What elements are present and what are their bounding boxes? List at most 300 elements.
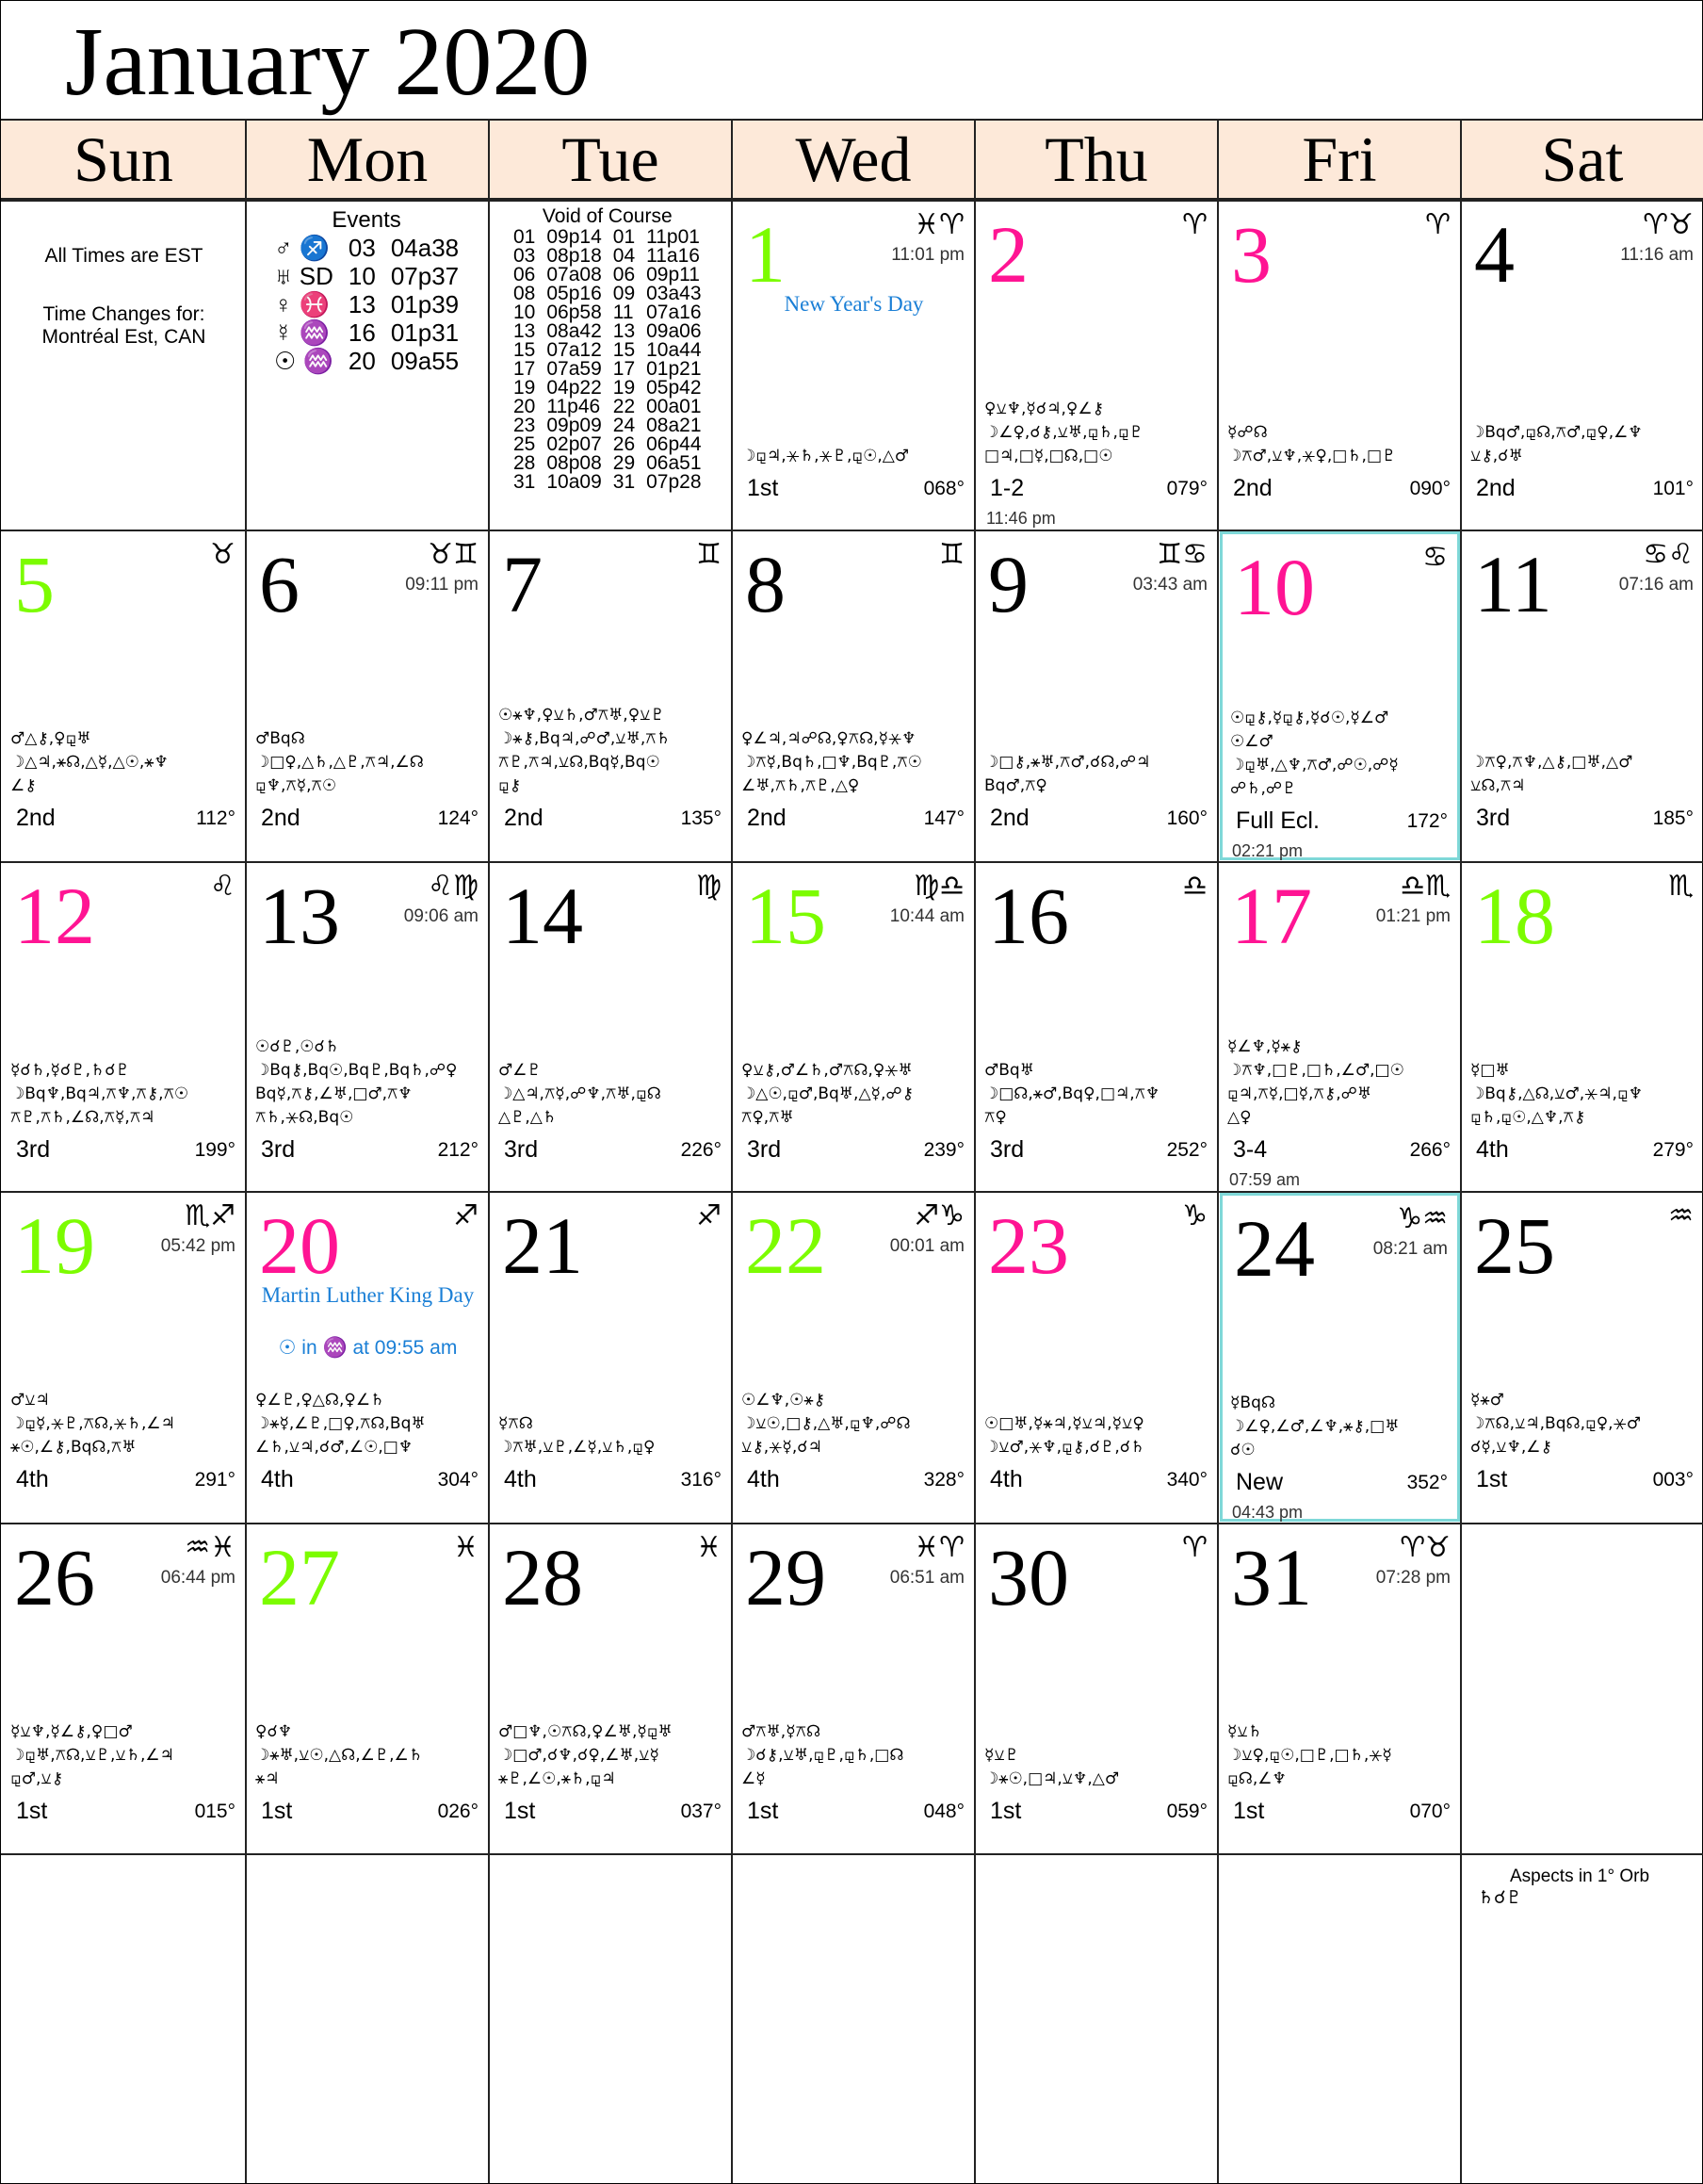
moon-phase: 2nd — [16, 805, 56, 831]
day-cell-31 — [1220, 1524, 1460, 1852]
day-number: 15 — [745, 871, 826, 961]
grid-line — [245, 119, 247, 2183]
event-field: ♂ ♐ — [274, 234, 331, 262]
void-of-course-field: 10 — [513, 302, 536, 323]
zodiac-sign: ♌♍ — [428, 870, 478, 903]
void-of-course-cell — [491, 202, 731, 529]
day-cell-27 — [248, 1524, 488, 1852]
void-of-course-field: 00a01 — [646, 396, 702, 417]
day-number: 16 — [988, 871, 1069, 961]
location-label: Montréal Est, CAN — [41, 326, 206, 348]
void-of-course-field: 15 — [513, 339, 536, 361]
empty-cell — [248, 1855, 488, 2184]
day-number: 11 — [1474, 539, 1552, 629]
aspect-list: ♀⚺♆,☿☌♃,♀∠⚷ ☽∠♀,☌⚷,⚺♅,⚼♄,⚼♇ □♃,□☿,□☊,□☉ — [984, 399, 1143, 465]
void-of-course-field: 03 — [513, 245, 536, 267]
moon-degree: 328° — [923, 1469, 965, 1491]
zodiac-sign: ♏♐ — [185, 1199, 235, 1232]
event-field: 09a55 — [390, 347, 460, 375]
aspect-list: ♂⚺♃ ☽⚼☿,⚹♇,⚻☊,⚹♄,∠♃ ⚹☉,∠⚷,Bq☊,⚻♅ — [10, 1391, 175, 1457]
void-of-course-row — [508, 247, 707, 266]
zodiac-sign: ♓ — [453, 1531, 478, 1564]
moon-phase: 1st — [1476, 1466, 1508, 1492]
aspect-list: ☿☌♄,☿☌♇,♄☌♇ ☽Bq♆,Bq♃,⚻♆,⚻⚷,⚻☉ ⚻♇,⚻♄,∠☊,⚻☿,⚻♃ — [10, 1061, 189, 1127]
moon-phase: 4th — [990, 1466, 1023, 1492]
moon-phase: 1st — [261, 1798, 293, 1824]
day-number: 1 — [745, 209, 786, 300]
aspect-list: ☿⚺♆,☿∠⚷,♀□♂ ☽⚼♅,⚻☊,⚺♇,⚺♄,∠♃ ⚼♂,⚺⚷ — [10, 1722, 174, 1788]
zodiac-sign: ♊♋ — [1157, 538, 1208, 571]
void-of-course-field: 07a12 — [546, 339, 602, 361]
moon-degree: 160° — [1166, 807, 1208, 829]
moon-degree: 068° — [923, 478, 965, 499]
day-number: 24 — [1234, 1203, 1315, 1294]
zodiac-sign: ♉♊ — [428, 538, 478, 571]
weekday-header-sun: Sun — [1, 121, 246, 198]
zodiac-sign: ♋ — [1422, 541, 1448, 574]
void-of-course-field: 26 — [612, 433, 636, 455]
aspect-list: ♀☌♆ ☽⚹♅,⚺☉,△☊,∠♇,∠♄ ⚹♃ — [255, 1722, 423, 1788]
void-of-course-field: 04 — [612, 245, 636, 267]
grid-line — [1460, 119, 1462, 2183]
moon-phase: New — [1236, 1469, 1284, 1495]
void-of-course-row — [508, 285, 707, 303]
void-of-course-field: 28 — [513, 452, 536, 474]
void-of-course-field: 02p07 — [546, 433, 602, 455]
moon-phase: Full Ecl. — [1236, 807, 1320, 834]
day-cell-3 — [1220, 202, 1460, 529]
day-number: 21 — [502, 1200, 583, 1291]
moon-phase: 3rd — [504, 1136, 539, 1163]
grid-line — [1217, 119, 1219, 2183]
void-of-course-field: 19 — [513, 377, 536, 399]
day-cell-28 — [491, 1524, 731, 1852]
aspect-list: ☉⚹♆,♀⚺♄,♂⚻♅,♀⚺♇ ☽⚹⚷,Bq♃,☍♂,⚺♅,⚻♄ ⚻♇,⚻♃,⚺☊,Bq☿,Bq☉ ⚼⚷ — [498, 706, 671, 795]
void-of-course-row — [508, 398, 707, 416]
zodiac-sign: ♈♉ — [1643, 208, 1694, 241]
void-of-course-field: 07a08 — [546, 264, 602, 285]
void-of-course-field: 06a51 — [646, 452, 702, 474]
void-of-course-row — [508, 416, 707, 435]
day-number: 5 — [14, 539, 55, 629]
zodiac-sign: ♈ — [1425, 208, 1451, 241]
day-cell-14 — [491, 863, 731, 1190]
day-number: 19 — [14, 1200, 95, 1291]
sign-ingress-time: 01:21 pm — [1375, 906, 1451, 926]
moon-degree: 352° — [1406, 1472, 1448, 1493]
event-row — [267, 290, 466, 318]
moon-phase: 2nd — [990, 805, 1030, 831]
void-of-course-field: 08p08 — [546, 452, 602, 474]
zodiac-sign: ♐♑ — [914, 1199, 965, 1232]
aspect-list: ☿Bq☊ ☽∠♀,∠♂,∠♆,⚹⚷,□♅ ☌☉ — [1230, 1394, 1400, 1459]
weekday-header-mon: Mon — [246, 121, 489, 198]
void-of-course-field: 05p16 — [546, 283, 602, 304]
void-of-course-field: 31 — [513, 471, 536, 493]
aspect-list: ♂Bq☊ ☽□♀,△♄,△♇,⚻♃,∠☊ ⚼♆,⚻☿,⚻☉ — [255, 729, 424, 795]
moon-phase: 3rd — [747, 1136, 782, 1163]
day-cell-11 — [1463, 531, 1703, 860]
moon-phase: 1st — [990, 1798, 1022, 1824]
sign-ingress-time: 03:43 am — [1132, 575, 1208, 595]
moon-degree: 185° — [1652, 807, 1694, 829]
void-of-course-row — [508, 228, 707, 247]
day-cell-23 — [977, 1193, 1217, 1522]
void-of-course-panel — [508, 205, 707, 492]
moon-phase: 2nd — [1476, 475, 1516, 501]
day-number: 3 — [1231, 209, 1272, 300]
empty-cell — [1220, 1855, 1460, 2184]
moon-degree: 079° — [1166, 478, 1208, 499]
event-field: ♅ SD — [274, 262, 333, 290]
void-of-course-row — [508, 341, 707, 360]
zodiac-sign: ♎♏ — [1400, 870, 1451, 903]
void-of-course-field: 22 — [612, 396, 636, 417]
sign-ingress-time: 11:16 am — [1620, 245, 1694, 265]
day-cell-30 — [977, 1524, 1217, 1852]
aspect-list: ♀⚺⚷,♂∠♄,♂⚻☊,♀⚹♅ ☽△☉,⚼♂,Bq♅,△☿,☍⚷ ⚻♀,⚻♅ — [741, 1061, 915, 1127]
void-of-course-field: 07a59 — [546, 358, 602, 380]
holiday-label: Martin Luther King Day — [261, 1283, 475, 1307]
day-number: 23 — [988, 1200, 1069, 1291]
void-of-course-field: 15 — [612, 339, 636, 361]
moon-phase: 1st — [16, 1798, 48, 1824]
moon-phase: 3rd — [990, 1136, 1025, 1163]
day-cell-24 — [1220, 1193, 1460, 1522]
void-of-course-field: 24 — [612, 415, 636, 436]
day-cell-7 — [491, 531, 731, 860]
day-number: 7 — [502, 539, 543, 629]
sign-ingress-time: 07:28 pm — [1375, 1568, 1451, 1588]
zodiac-sign: ♒♓ — [185, 1531, 235, 1564]
moon-phase: 2nd — [261, 805, 300, 831]
grid-line — [974, 119, 976, 2183]
orb-cell — [1463, 1855, 1703, 2184]
moon-phase: 2nd — [1233, 475, 1273, 501]
void-of-course-field: 05p42 — [646, 377, 702, 399]
void-of-course-field: 08a21 — [646, 415, 702, 436]
moon-degree: 239° — [923, 1139, 965, 1161]
sign-ingress-time: 06:44 pm — [160, 1568, 235, 1588]
info-cell — [3, 202, 245, 529]
aspect-list: ☿⚻☊ ☽⚻♅,⚺♇,∠☿,⚺♄,⚼♀ — [498, 1414, 656, 1457]
zodiac-sign: ♎ — [1182, 870, 1208, 903]
moon-phase: 3rd — [261, 1136, 296, 1163]
moon-degree: 003° — [1652, 1469, 1694, 1491]
void-of-course-field: 11a16 — [646, 245, 700, 267]
void-of-course-field: 07p28 — [646, 471, 702, 493]
moon-degree: 199° — [194, 1139, 235, 1161]
day-number: 6 — [259, 539, 300, 629]
moon-degree: 147° — [923, 807, 965, 829]
zodiac-sign: ♈♉ — [1400, 1531, 1451, 1564]
moon-phase: 4th — [261, 1466, 294, 1492]
zodiac-sign: ♈ — [1182, 1531, 1208, 1564]
grid-line — [731, 119, 733, 2183]
sign-ingress-time: 06:51 am — [889, 1568, 965, 1588]
event-row — [267, 234, 466, 262]
day-number: 2 — [988, 209, 1029, 300]
moon-degree: 048° — [923, 1801, 965, 1822]
phase-time: 04:43 pm — [1232, 1503, 1304, 1522]
void-of-course-field: 09p09 — [546, 415, 602, 436]
moon-phase: 4th — [747, 1466, 780, 1492]
moon-degree: 070° — [1409, 1801, 1451, 1822]
void-of-course-row — [508, 360, 707, 379]
events-table — [267, 234, 466, 375]
void-of-course-field: 06p44 — [646, 433, 702, 455]
zodiac-sign: ♉ — [210, 538, 235, 571]
events-title: Events — [332, 207, 401, 233]
zodiac-sign: ♊ — [939, 538, 965, 571]
weekday-header-tue: Tue — [489, 121, 732, 198]
void-of-course-table — [508, 228, 707, 492]
timezone-note: All Times are EST — [44, 245, 203, 267]
phase-time: 07:59 am — [1229, 1170, 1301, 1189]
aspect-list: ♂⚻♅,☿⚻☊ ☽☌⚷,⚺♅,⚼♇,⚼♄,□☊ ∠☿ — [741, 1722, 904, 1788]
day-number: 26 — [14, 1532, 95, 1622]
day-cell-21 — [491, 1193, 731, 1522]
moon-phase: 4th — [1476, 1136, 1509, 1163]
aspect-list: ☿□♅ ☽Bq⚷,△☊,⚺♂,⚹♃,⚼♆ ⚼♄,⚼☉,△♆,⚻⚷ — [1470, 1061, 1643, 1127]
day-cell-26 — [3, 1524, 245, 1852]
event-field: 10 — [348, 262, 376, 290]
void-of-course-field: 01 — [513, 226, 536, 248]
events-panel — [267, 207, 466, 375]
void-of-course-field: 06p58 — [546, 302, 602, 323]
void-of-course-field: 11 — [612, 302, 634, 323]
zodiac-sign: ♈ — [1182, 208, 1208, 241]
moon-degree: 135° — [680, 807, 722, 829]
event-field: 13 — [348, 290, 376, 318]
void-of-course-row — [508, 454, 707, 473]
sign-ingress-time: 07:16 am — [1618, 575, 1694, 595]
aspect-list: ☿⚹♂ ☽⚻☊,⚺♃,Bq☊,⚼♀,⚹♂ ☌☿,⚺♆,∠⚷ — [1470, 1391, 1642, 1457]
aspect-list: ♂□♆,☉⚻☊,♀∠♅,☿⚼♅ ☽□♂,☌♆,☌♀,∠♅,⚺☿ ⚹♇,∠☉,⚹♄,⚼♃ — [498, 1722, 673, 1788]
zodiac-sign: ♐ — [453, 1199, 478, 1232]
aspect-list: ☽□⚷,⚹♅,⚻♂,☌☊,☍♃ Bq♂,⚻♀ — [984, 753, 1151, 795]
moon-degree: 015° — [194, 1801, 235, 1822]
moon-degree: 059° — [1166, 1801, 1208, 1822]
day-cell-22 — [734, 1193, 974, 1522]
event-field: 16 — [348, 318, 376, 347]
zodiac-sign: ♑ — [1182, 1199, 1208, 1232]
day-number: 20 — [259, 1200, 340, 1291]
aspect-list: ☉☌♇,☉☌♄ ☽Bq⚷,Bq☉,Bq♇,Bq♄,☍♀ Bq☿,⚻⚷,∠♅,□♂,⚻♆ ⚻♄,⚹☊,Bq☉ — [255, 1037, 458, 1127]
void-of-course-row — [508, 473, 707, 492]
zodiac-sign: ♌ — [210, 870, 235, 903]
day-cell-25 — [1463, 1193, 1703, 1522]
void-of-course-row — [508, 322, 707, 341]
day-number: 4 — [1474, 209, 1515, 300]
moon-phase: 3rd — [1476, 805, 1511, 831]
void-of-course-field: 17 — [612, 358, 636, 380]
day-number: 10 — [1234, 542, 1315, 632]
void-of-course-field: 23 — [513, 415, 536, 436]
day-cell-15 — [734, 863, 974, 1190]
weekday-header-sat: Sat — [1461, 121, 1703, 198]
day-cell-29 — [734, 1524, 974, 1852]
aspect-list: ☿⚺♇ ☽⚹☉,□♃,⚺♆,△♂ — [984, 1746, 1120, 1788]
zodiac-sign: ♒ — [1668, 1199, 1694, 1232]
day-cell-19 — [3, 1193, 245, 1522]
moon-degree: 291° — [194, 1469, 235, 1491]
grid-line — [1, 119, 1703, 121]
aspect-list: ☿⚺♄ ☽⚺♀,⚼☉,□♇,□♄,⚹☿ ⚼☊,∠♆ — [1227, 1722, 1392, 1788]
aspect-list: ♀∠♇,♀△☊,♀∠♄ ☽⚹☿,∠♇,□♀,⚻☊,Bq♅ ∠♄,⚺♃,☌♂,∠☉,□♆ — [255, 1391, 426, 1457]
aspect-list: ☉⚼⚷,☿⚼⚷,☿☌☉,☿∠♂ ☉∠♂ ☽⚼♅,△♆,⚻♂,☍☉,☍☿ ☍♄,☍♇ — [1230, 709, 1399, 798]
void-of-course-field: 06 — [513, 264, 536, 285]
day-cell-1 — [734, 202, 974, 529]
aspect-list: ☿∠♆,☿⚹⚷ ☽⚻♆,□♇,□♄,∠♂,□☉ ⚼♃,⚻☿,□☿,⚻⚷,☍♅ △♀ — [1227, 1037, 1404, 1127]
zodiac-sign: ♓ — [696, 1531, 722, 1564]
event-field: 01p39 — [390, 290, 460, 318]
sign-ingress-time: 10:44 am — [889, 906, 965, 926]
void-of-course-field: 29 — [612, 452, 636, 474]
day-number: 13 — [259, 871, 340, 961]
phase-time: 11:46 pm — [986, 509, 1056, 528]
void-of-course-field: 25 — [513, 433, 536, 455]
day-cell-6 — [248, 531, 488, 860]
moon-degree: 101° — [1652, 478, 1694, 499]
void-of-course-field: 17 — [513, 358, 536, 380]
weekday-header-wed: Wed — [732, 121, 975, 198]
moon-degree: 279° — [1652, 1139, 1694, 1161]
void-of-course-title: Void of Course — [542, 205, 673, 227]
sign-ingress-time: 05:42 pm — [160, 1236, 235, 1256]
moon-degree: 316° — [680, 1469, 722, 1491]
moon-degree: 172° — [1406, 810, 1448, 832]
moon-degree: 090° — [1409, 478, 1451, 499]
moon-degree: 304° — [437, 1469, 478, 1491]
void-of-course-field: 13 — [513, 320, 536, 342]
weekday-header-fri: Fri — [1218, 121, 1461, 198]
void-of-course-field: 20 — [513, 396, 536, 417]
moon-phase: 4th — [504, 1466, 537, 1492]
event-field: 04a38 — [390, 234, 460, 262]
aspect-list: ♂Bq♅ ☽□☊,⚹♂,Bq♀,□♃,⚻♆ ⚻♀ — [984, 1061, 1160, 1127]
zodiac-sign: ♏ — [1668, 870, 1694, 903]
sign-ingress-time: 09:06 am — [403, 906, 478, 926]
void-of-course-field: 08p18 — [546, 245, 602, 267]
grid-line — [488, 119, 490, 2183]
event-row — [267, 347, 466, 375]
empty-cell — [1463, 1524, 1703, 1852]
day-number: 31 — [1231, 1532, 1312, 1622]
zodiac-sign: ♐ — [696, 1199, 722, 1232]
moon-phase: 2nd — [747, 805, 787, 831]
day-cell-12 — [3, 863, 245, 1190]
moon-phase: 1st — [1233, 1798, 1265, 1824]
day-number: 18 — [1474, 871, 1555, 961]
moon-degree: 266° — [1409, 1139, 1451, 1161]
day-cell-17 — [1220, 863, 1460, 1190]
sign-ingress-time: 08:21 am — [1372, 1239, 1448, 1259]
void-of-course-field: 01p21 — [646, 358, 702, 380]
event-field: 20 — [348, 347, 376, 375]
phase-time: 02:21 pm — [1232, 841, 1304, 860]
calendar-title: January 2020 — [65, 8, 591, 116]
zodiac-sign: ♓♈ — [914, 208, 965, 241]
void-of-course-row — [508, 435, 707, 454]
orb-value: ♄☌♇ — [1478, 1887, 1522, 1908]
day-cell-10 — [1220, 531, 1460, 860]
event-row — [267, 262, 466, 290]
void-of-course-row — [508, 379, 707, 398]
moon-degree: 252° — [1166, 1139, 1208, 1161]
aspect-list: ☿☍☊ ☽⚻♂,⚺♆,⚹♀,□♄,□♇ — [1227, 423, 1397, 465]
void-of-course-field: 08 — [513, 283, 536, 304]
day-number: 27 — [259, 1532, 340, 1622]
empty-cell — [3, 1855, 245, 2184]
day-cell-20 — [248, 1193, 488, 1522]
day-cell-4 — [1463, 202, 1703, 529]
moon-degree: 026° — [437, 1801, 478, 1822]
empty-cell — [491, 1855, 731, 2184]
orb-title: Aspects in 1° Orb — [1510, 1866, 1650, 1886]
time-changes-label: Time Changes for: — [42, 303, 205, 325]
day-number: 28 — [502, 1532, 583, 1622]
void-of-course-field: 31 — [612, 471, 636, 493]
zodiac-sign: ♍♎ — [914, 870, 965, 903]
day-number: 14 — [502, 871, 583, 961]
day-number: 22 — [745, 1200, 826, 1291]
zodiac-sign: ♑♒ — [1397, 1202, 1448, 1235]
event-row — [267, 318, 466, 347]
void-of-course-row — [508, 303, 707, 322]
void-of-course-field: 10a44 — [646, 339, 702, 361]
aspect-list: ☽⚼♃,⚹♄,⚹♇,⚼☉,△♂ — [741, 447, 910, 465]
moon-degree: 212° — [437, 1139, 478, 1161]
void-of-course-field: 06 — [612, 264, 636, 285]
day-cell-16 — [977, 863, 1217, 1190]
day-number: 17 — [1231, 871, 1312, 961]
void-of-course-field: 19 — [612, 377, 636, 399]
day-cell-13 — [248, 863, 488, 1190]
moon-phase: 1st — [747, 475, 779, 501]
moon-phase: 3rd — [16, 1136, 51, 1163]
day-number: 25 — [1474, 1200, 1555, 1291]
void-of-course-field: 09p14 — [546, 226, 602, 248]
aspect-list: ♀∠♃,♃☍☊,♀⚻☊,☿⚹♆ ☽⚻☿,Bq♄,□♆,Bq♇,⚻☉ ∠♅,⚻♄,⚻♇,△♀ — [741, 729, 922, 795]
day-number: 8 — [745, 539, 786, 629]
void-of-course-field: 11p46 — [546, 396, 601, 417]
moon-phase: 2nd — [504, 805, 543, 831]
void-of-course-field: 01 — [612, 226, 636, 248]
moon-degree: 226° — [680, 1139, 722, 1161]
event-field: 01p31 — [390, 318, 460, 347]
void-of-course-field: 13 — [612, 320, 636, 342]
zodiac-sign: ♍ — [696, 870, 722, 903]
zodiac-sign: ♓♈ — [914, 1531, 965, 1564]
void-of-course-field: 04p22 — [546, 377, 602, 399]
event-field: 07p37 — [390, 262, 460, 290]
void-of-course-field: 10a09 — [546, 471, 602, 493]
event-field: ☉ ♒ — [274, 347, 333, 375]
empty-cell — [977, 1855, 1217, 2184]
empty-cell — [734, 1855, 974, 2184]
ingress-note: ☉ in ♒ at 09:55 am — [278, 1337, 458, 1359]
void-of-course-field: 03a43 — [646, 283, 702, 304]
day-cell-2 — [977, 202, 1217, 529]
moon-phase: 4th — [16, 1466, 49, 1492]
event-field: ♀ ♓ — [274, 290, 331, 318]
day-cell-18 — [1463, 863, 1703, 1190]
event-field: 03 — [348, 234, 376, 262]
moon-degree: 340° — [1166, 1469, 1208, 1491]
moon-phase: 1st — [504, 1798, 536, 1824]
sign-ingress-time: 09:11 pm — [405, 575, 478, 595]
